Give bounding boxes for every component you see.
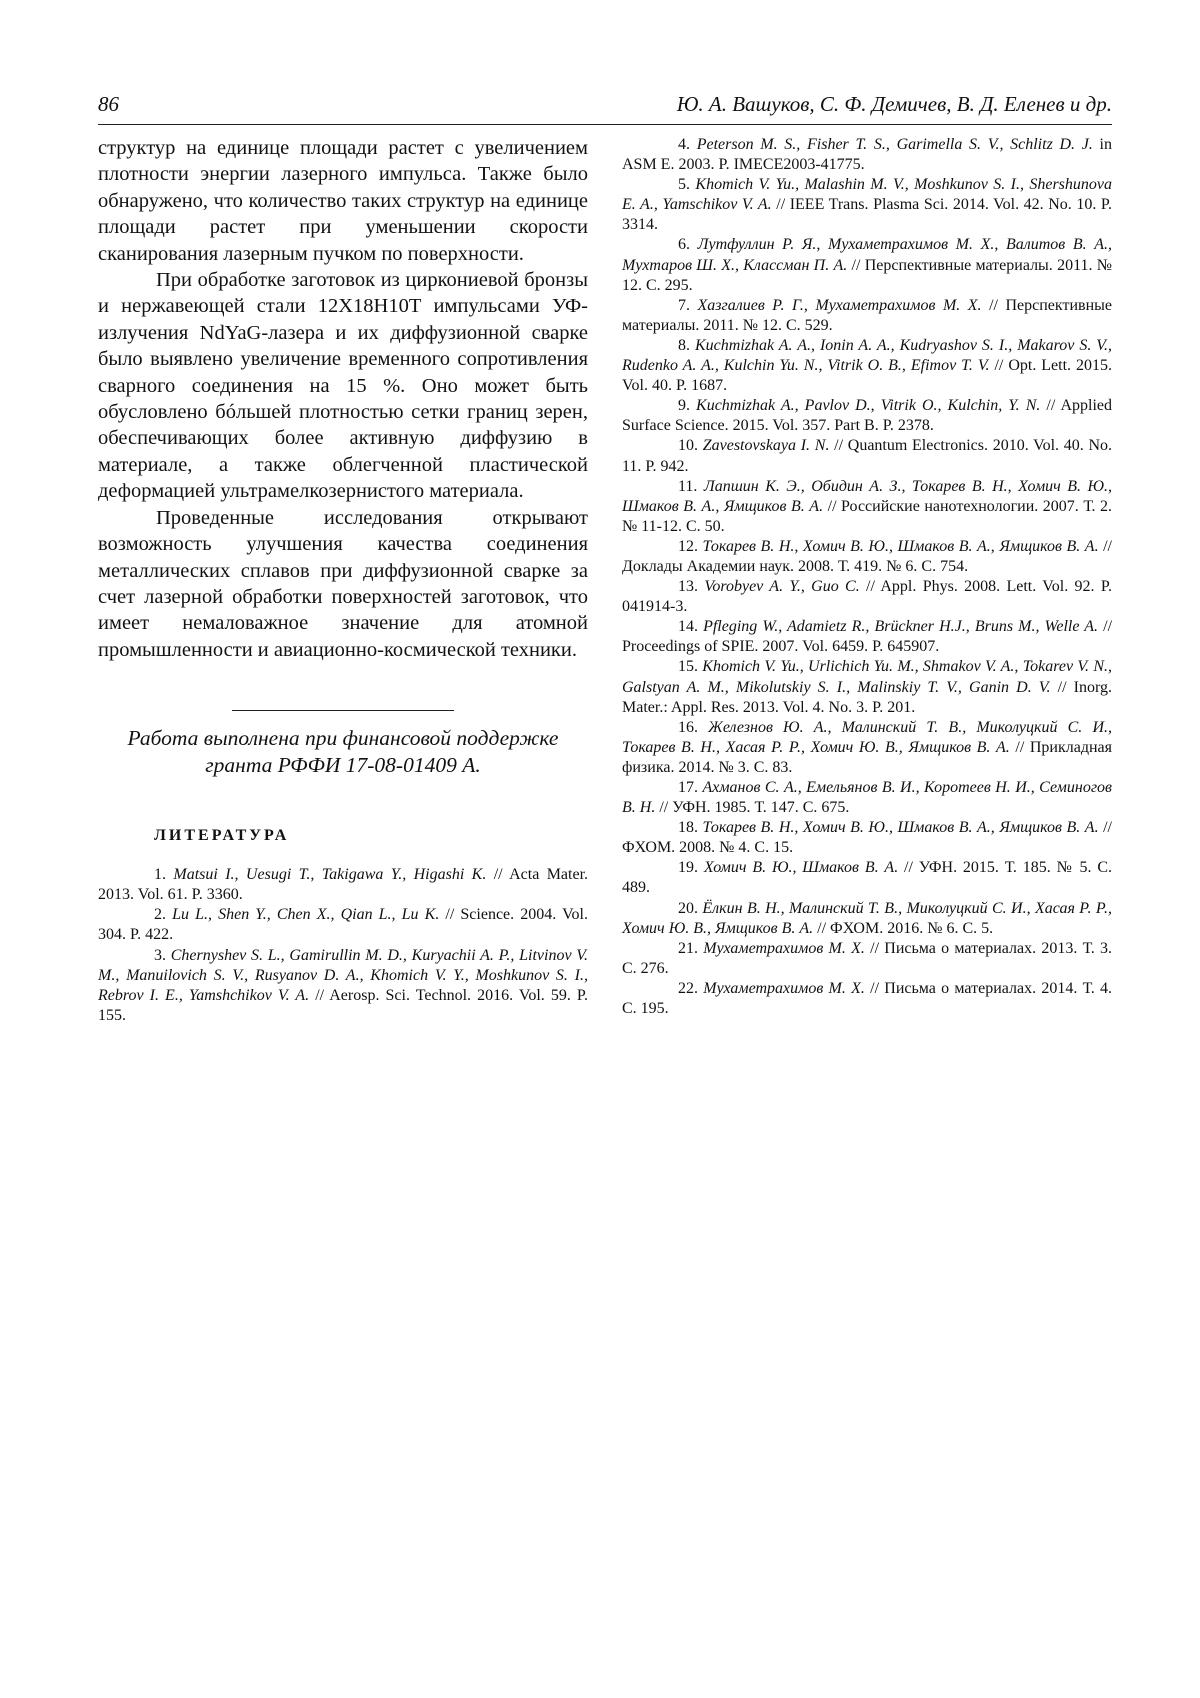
reference-authors: Ахманов С. А., Емельянов В. И., Коротеев Н. И., Семиногов В. Н. [622, 779, 1112, 816]
reference-item [622, 939, 1112, 979]
reference-number: 19. [678, 859, 698, 876]
reference-item [622, 577, 1112, 617]
running-header [98, 88, 1112, 125]
reference-source: // Opt. Lett. 2015. Vol. 40. P. 1687. [622, 357, 1112, 394]
reference-item [622, 617, 1112, 657]
reference-number: 17. [678, 779, 698, 796]
reference-number: 6. [678, 236, 690, 253]
reference-item [622, 718, 1112, 778]
body-paragraph: структур на единице площади растет с увеличением плотности энергии лазерного импульса. Также было обнаружено, что количество таких структур на единице площади растет при уменьшении скорости сканирования лазерным пучком по поверхности. [98, 135, 588, 267]
reference-authors: Токарев В. Н., Хомич В. Ю., Шмаков В. А., Ямщиков В. А. [703, 819, 1099, 836]
right-column [622, 135, 1112, 1019]
reference-number: 9. [678, 397, 690, 414]
reference-authors: Лутфуллин Р. Я., Мухаметрахимов М. Х., Валитов В. А., Мухтаров Ш. Х., Классман П. А. [622, 236, 1112, 273]
reference-item [622, 336, 1112, 396]
reference-item [622, 436, 1112, 476]
reference-source: // IEEE Trans. Plasma Sci. 2014. Vol. 42. No. 10. P. 3314. [622, 196, 1112, 233]
reference-item [622, 296, 1112, 336]
reference-item [98, 905, 588, 945]
reference-authors: Chernyshev S. L., Gamirullin M. D., Kuryachii A. P., Litvinov V. M., Manuilovich S. V., Rusyanov D. A., Khomich V. Y., Moshkunov S. I., Rebrov I. E., Yamshchikov V. A. [98, 947, 588, 1004]
reference-source: // Российские нанотехнологии. 2007. Т. 2. № 11-12. С. 50. [622, 498, 1112, 535]
reference-number: 15. [678, 658, 698, 675]
reference-authors: Ёлкин В. Н., Малинский Т. В., Миколуцкий С. И., Хасая Р. Р., Хомич Ю. В., Ямщиков В. А. [622, 900, 1112, 937]
reference-source: // Applied Surface Science. 2015. Vol. 357. Part B. P. 2378. [622, 397, 1112, 434]
reference-number: 4. [678, 136, 690, 153]
reference-number: 21. [678, 940, 698, 957]
reference-authors: Pfleging W., Adamietz R., Brückner H.J., Bruns M., Welle A. [703, 618, 1098, 635]
reference-source: // УФН. 1985. Т. 147. С. 675. [655, 799, 849, 816]
reference-item [622, 657, 1112, 717]
reference-item [622, 537, 1112, 577]
running-authors: Ю. А. Вашуков, С. Ф. Демичев, В. Д. Еленев и др. [677, 92, 1112, 117]
reference-authors: Peterson M. S., Fisher T. S., Garimella S. V., Schlitz D. J. [697, 136, 1093, 153]
reference-source: // Acta Mater. 2013. Vol. 61. P. 3360. [98, 866, 588, 903]
reference-source: // ФХОМ. 2008. № 4. С. 15. [622, 819, 1112, 856]
reference-item [622, 235, 1112, 295]
page [98, 88, 1112, 125]
body-paragraph: Проведенные исследования открывают возможность улучшения качества соединения металлических сплавов при диффузионной сварке за счет лазерной обработки поверхностей заготовок, что имеет немаловажное значение для атомной промышленности и авиационно-космической техники. [98, 505, 588, 663]
acknowledgement: Работа выполнена при финансовой поддержке гранта РФФИ 17-08-01409 А. [98, 725, 588, 779]
reference-item [622, 979, 1112, 1019]
reference-number: 20. [678, 900, 698, 917]
reference-authors: Kuchmizhak A., Pavlov D., Vitrik O., Kulchin, Y. N. [696, 397, 1040, 414]
reference-item [622, 778, 1112, 818]
reference-source: // ФХОМ. 2016. № 6. С. 5. [813, 920, 993, 937]
reference-item [622, 135, 1112, 175]
reference-item [98, 946, 588, 1026]
reference-authors: Kuchmizhak A. A., Ionin A. A., Kudryashov S. I., Makarov S. V., Rudenko A. A., Kulchin Yu. N., Vitrik O. B., Efimov T. V. [622, 337, 1112, 374]
reference-number: 11. [678, 478, 697, 495]
reference-item [622, 175, 1112, 235]
reference-source: // Proceedings of SPIE. 2007. Vol. 6459. P. 645907. [622, 618, 1112, 655]
reference-number: 8. [678, 337, 690, 354]
reference-number: 1. [154, 866, 166, 883]
reference-source: // Перспективные материалы. 2011. № 12. С. 529. [622, 297, 1112, 334]
reference-item [622, 396, 1112, 436]
reference-source: // Appl. Phys. 2008. Lett. Vol. 92. P. 041914-3. [622, 578, 1112, 615]
reference-source: // Доклады Академии наук. 2008. Т. 419. № 6. С. 754. [622, 538, 1112, 575]
reference-authors: Лапшин К. Э., Обидин А. З., Токарев В. Н., Хомич В. Ю., Шмаков В. А., Ямщиков В. А. [622, 478, 1112, 515]
reference-source: // Прикладная физика. 2014. № 3. С. 83. [622, 739, 1112, 776]
reference-authors: Vorobyev A. Y., Guo C. [704, 578, 859, 595]
reference-number: 12. [678, 538, 698, 555]
reference-number: 22. [678, 980, 698, 997]
reference-item [622, 899, 1112, 939]
reference-number: 16. [678, 719, 698, 736]
reference-authors: Khomich V. Yu., Malashin M. V., Moshkunov S. I., Shershunova E. A., Yamschikov V. A. [622, 176, 1112, 213]
reference-item [98, 865, 588, 905]
reference-authors: Khomich V. Yu., Urlichich Yu. M., Shmakov V. A., Tokarev V. N., Galstyan A. M., Mikolutskiy S. I., Malinskiy T. V., Ganin D. V. [622, 658, 1112, 695]
reference-list-left [98, 865, 588, 1026]
literature-heading: ЛИТЕРАТУРА [154, 827, 588, 845]
separator-rule [232, 710, 454, 711]
reference-authors: Мухаметрахимов М. Х. [703, 980, 865, 997]
reference-number: 14. [678, 618, 698, 635]
body-paragraph: При обработке заготовок из циркониевой бронзы и нержавеющей стали 12Х18Н10Т импульсами УФ-излучения NdYaG-лазера и их диффузионной сварке было выявлено увеличение временного сопротивления сварного соединения на 15 %. Оно может быть обусловлено бóльшей плотностью сетки границ зерен, обеспечивающих более активную диффузию в материале, а также облегченной пластической деформацией ультрамелкозернистого материала. [98, 267, 588, 505]
reference-source: in ASM E. 2003. P. IMECE2003-41775. [622, 136, 1112, 173]
reference-number: 13. [678, 578, 698, 595]
reference-authors: Железнов Ю. А., Малинский Т. В., Миколуцкий С. И., Токарев В. Н., Хасая Р. Р., Хомич Ю. В., Ямщиков В. А. [622, 719, 1112, 756]
reference-authors: Мухаметрахимов М. Х. [703, 940, 865, 957]
reference-number: 5. [678, 176, 690, 193]
reference-item [622, 477, 1112, 537]
reference-number: 10. [678, 437, 698, 454]
reference-authors: Токарев В. Н., Хомич В. Ю., Шмаков В. А., Ямщиков В. А. [703, 538, 1099, 555]
reference-authors: Zavestovskaya I. N. [703, 437, 830, 454]
reference-source: // Quantum Electronics. 2010. Vol. 40. No. 11. P. 942. [622, 437, 1112, 474]
reference-authors: Lu L., Shen Y., Chen X., Qian L., Lu K. [172, 906, 439, 923]
reference-source: // Aerosp. Sci. Technol. 2016. Vol. 59. P. 155. [98, 987, 588, 1024]
reference-source: // Письма о материалах. 2013. Т. 3. С. 276. [622, 940, 1112, 977]
reference-number: 7. [678, 297, 690, 314]
reference-item [622, 858, 1112, 898]
reference-source: // Science. 2004. Vol. 304. P. 422. [98, 906, 588, 943]
reference-number: 18. [678, 819, 698, 836]
reference-source: // Inorg. Mater.: Appl. Res. 2013. Vol. 4. No. 3. P. 201. [622, 679, 1112, 716]
reference-source: // Письма о материалах. 2014. Т. 4. С. 195. [622, 980, 1112, 1017]
reference-number: 3. [154, 947, 166, 964]
left-column [98, 135, 588, 1026]
reference-authors: Хазгалиев Р. Г., Мухаметрахимов М. Х. [698, 297, 982, 314]
reference-authors: Хомич В. Ю., Шмаков В. А. [704, 859, 898, 876]
reference-number: 2. [154, 906, 166, 923]
reference-source: // УФН. 2015. Т. 185. № 5. С. 489. [622, 859, 1112, 896]
page-number: 86 [98, 92, 119, 117]
reference-authors: Matsui I., Uesugi T., Takigawa Y., Higashi K. [173, 866, 486, 883]
reference-source: // Перспективные материалы. 2011. № 12. С. 295. [622, 257, 1112, 294]
reference-item [622, 818, 1112, 858]
